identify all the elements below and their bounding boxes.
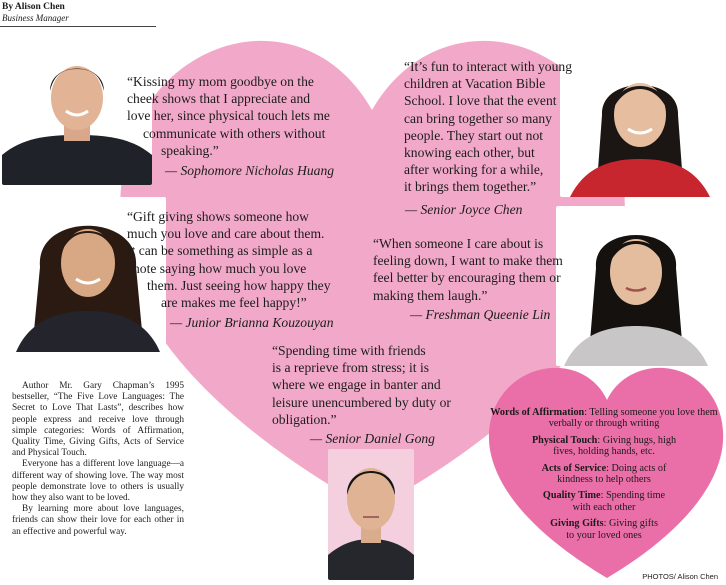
quote-daniel-gong: [272, 342, 487, 428]
attribution-joyce-chen: — Senior Joyce Chen: [405, 202, 523, 217]
quote-line: love her, since physical touch lets me: [127, 108, 330, 124]
legend-term: Quality Time: [542, 490, 601, 502]
byline-author: By Alison Chen: [2, 2, 65, 12]
quote-line: it brings them together.”: [404, 179, 537, 195]
legend-term: Giving Gifts: [550, 518, 604, 530]
legend-item-quality-time: [490, 490, 718, 513]
legend-item-physical-touch: [490, 435, 718, 458]
quote-line: speaking.”: [161, 142, 219, 158]
quote-line: School. I love that the event: [404, 93, 557, 109]
legend-term: Physical Touch: [531, 434, 598, 446]
attribution-nicholas-huang: — Sophomore Nicholas Huang: [165, 163, 335, 178]
quote-line: “Spending time with friends: [272, 343, 426, 358]
quote-line: “When someone I care about is: [373, 236, 544, 251]
legend-item-words-of-affirmation: [490, 407, 718, 430]
quote-brianna-kouzouyan: [127, 208, 372, 311]
intro-paragraph: Author Mr. Gary Chapman’s 1995 bestseller, “The Five Love Languages: The Secret to Love That Lasts”, describes how people express and receive love through simple categories: Words of Affirmation, Quality Time, Giving Gifts, Acts of Service and Physical Touch.: [12, 381, 184, 459]
quote-nicholas-huang: [127, 73, 372, 159]
quote-line: is a reprieve from stress; it is: [272, 360, 430, 376]
quote-line: feel better by encouraging them or: [373, 270, 561, 286]
legend-item-acts-of-service: [490, 463, 718, 486]
attribution-brianna-kouzouyan: — Junior Brianna Kouzouyan: [170, 315, 334, 330]
quote-line: knowing each other, but: [404, 145, 535, 161]
quote-line: communicate with others without: [143, 125, 326, 141]
quote-line: after working for a while,: [404, 162, 544, 178]
intro-paragraph: By learning more about love languages, friends can show their love for each other in an effective and powerful way.: [12, 504, 184, 537]
quote-line: “Kissing my mom goodbye on the: [127, 74, 314, 89]
photo-credit: PHOTOS/ Alison Chen: [642, 572, 718, 581]
legend-desc: : Giving hugs, high fives, holding hands, etc.: [553, 434, 677, 458]
byline-role: Business Manager: [2, 13, 69, 23]
quote-queenie-lin: [373, 235, 588, 304]
quote-line: “It’s fun to interact with young: [404, 59, 572, 74]
attribution-daniel-gong: — Senior Daniel Gong: [310, 431, 435, 446]
quote-line: making them laugh.”: [373, 287, 488, 303]
legend-desc: : Telling someone you love them verbally or through writing: [548, 407, 718, 430]
intro-paragraph: Everyone has a different love language—a different way of showing love. The way most people demonstrate love to others is usually how they also want to be loved.: [12, 459, 184, 504]
quote-line: cheek shows that I appreciate and: [127, 91, 311, 107]
quote-line: obligation.”: [272, 411, 337, 427]
quote-line: much you love and care about them.: [127, 226, 325, 242]
legend-term: Acts of Service: [541, 462, 607, 474]
photo-daniel-gong: [328, 449, 414, 580]
intro-article: [12, 381, 184, 538]
quote-line: It can be something as simple as a: [127, 243, 313, 259]
quote-line: note saying how much you love: [133, 260, 307, 276]
quote-line: leisure unencumbered by duty or: [272, 394, 451, 410]
attribution-queenie-lin: — Freshman Queenie Lin: [410, 307, 551, 322]
quote-joyce-chen: [404, 58, 574, 196]
quote-line: are makes me feel happy!”: [161, 295, 307, 311]
legend-desc: : Spending time with each other: [572, 490, 666, 513]
legend-item-giving-gifts: [490, 518, 718, 541]
quote-line: children at Vacation Bible: [404, 76, 546, 92]
quote-line: can bring together so many: [404, 110, 552, 126]
legend-desc: : Giving gifts to your loved ones: [566, 518, 658, 541]
love-languages-legend: [490, 407, 718, 546]
quote-line: people. They start out not: [404, 127, 544, 143]
quote-line: “Gift giving shows someone how: [127, 209, 309, 224]
legend-desc: : Doing acts of kindness to help others: [557, 462, 667, 486]
quote-line: feeling down, I want to make them: [373, 253, 563, 269]
quote-line: where we engage in banter and: [272, 377, 441, 393]
photo-joyce-chen: [560, 55, 720, 197]
quote-line: them. Just seeing how happy they: [147, 277, 331, 293]
legend-term: Words of Affirmation: [490, 407, 585, 418]
